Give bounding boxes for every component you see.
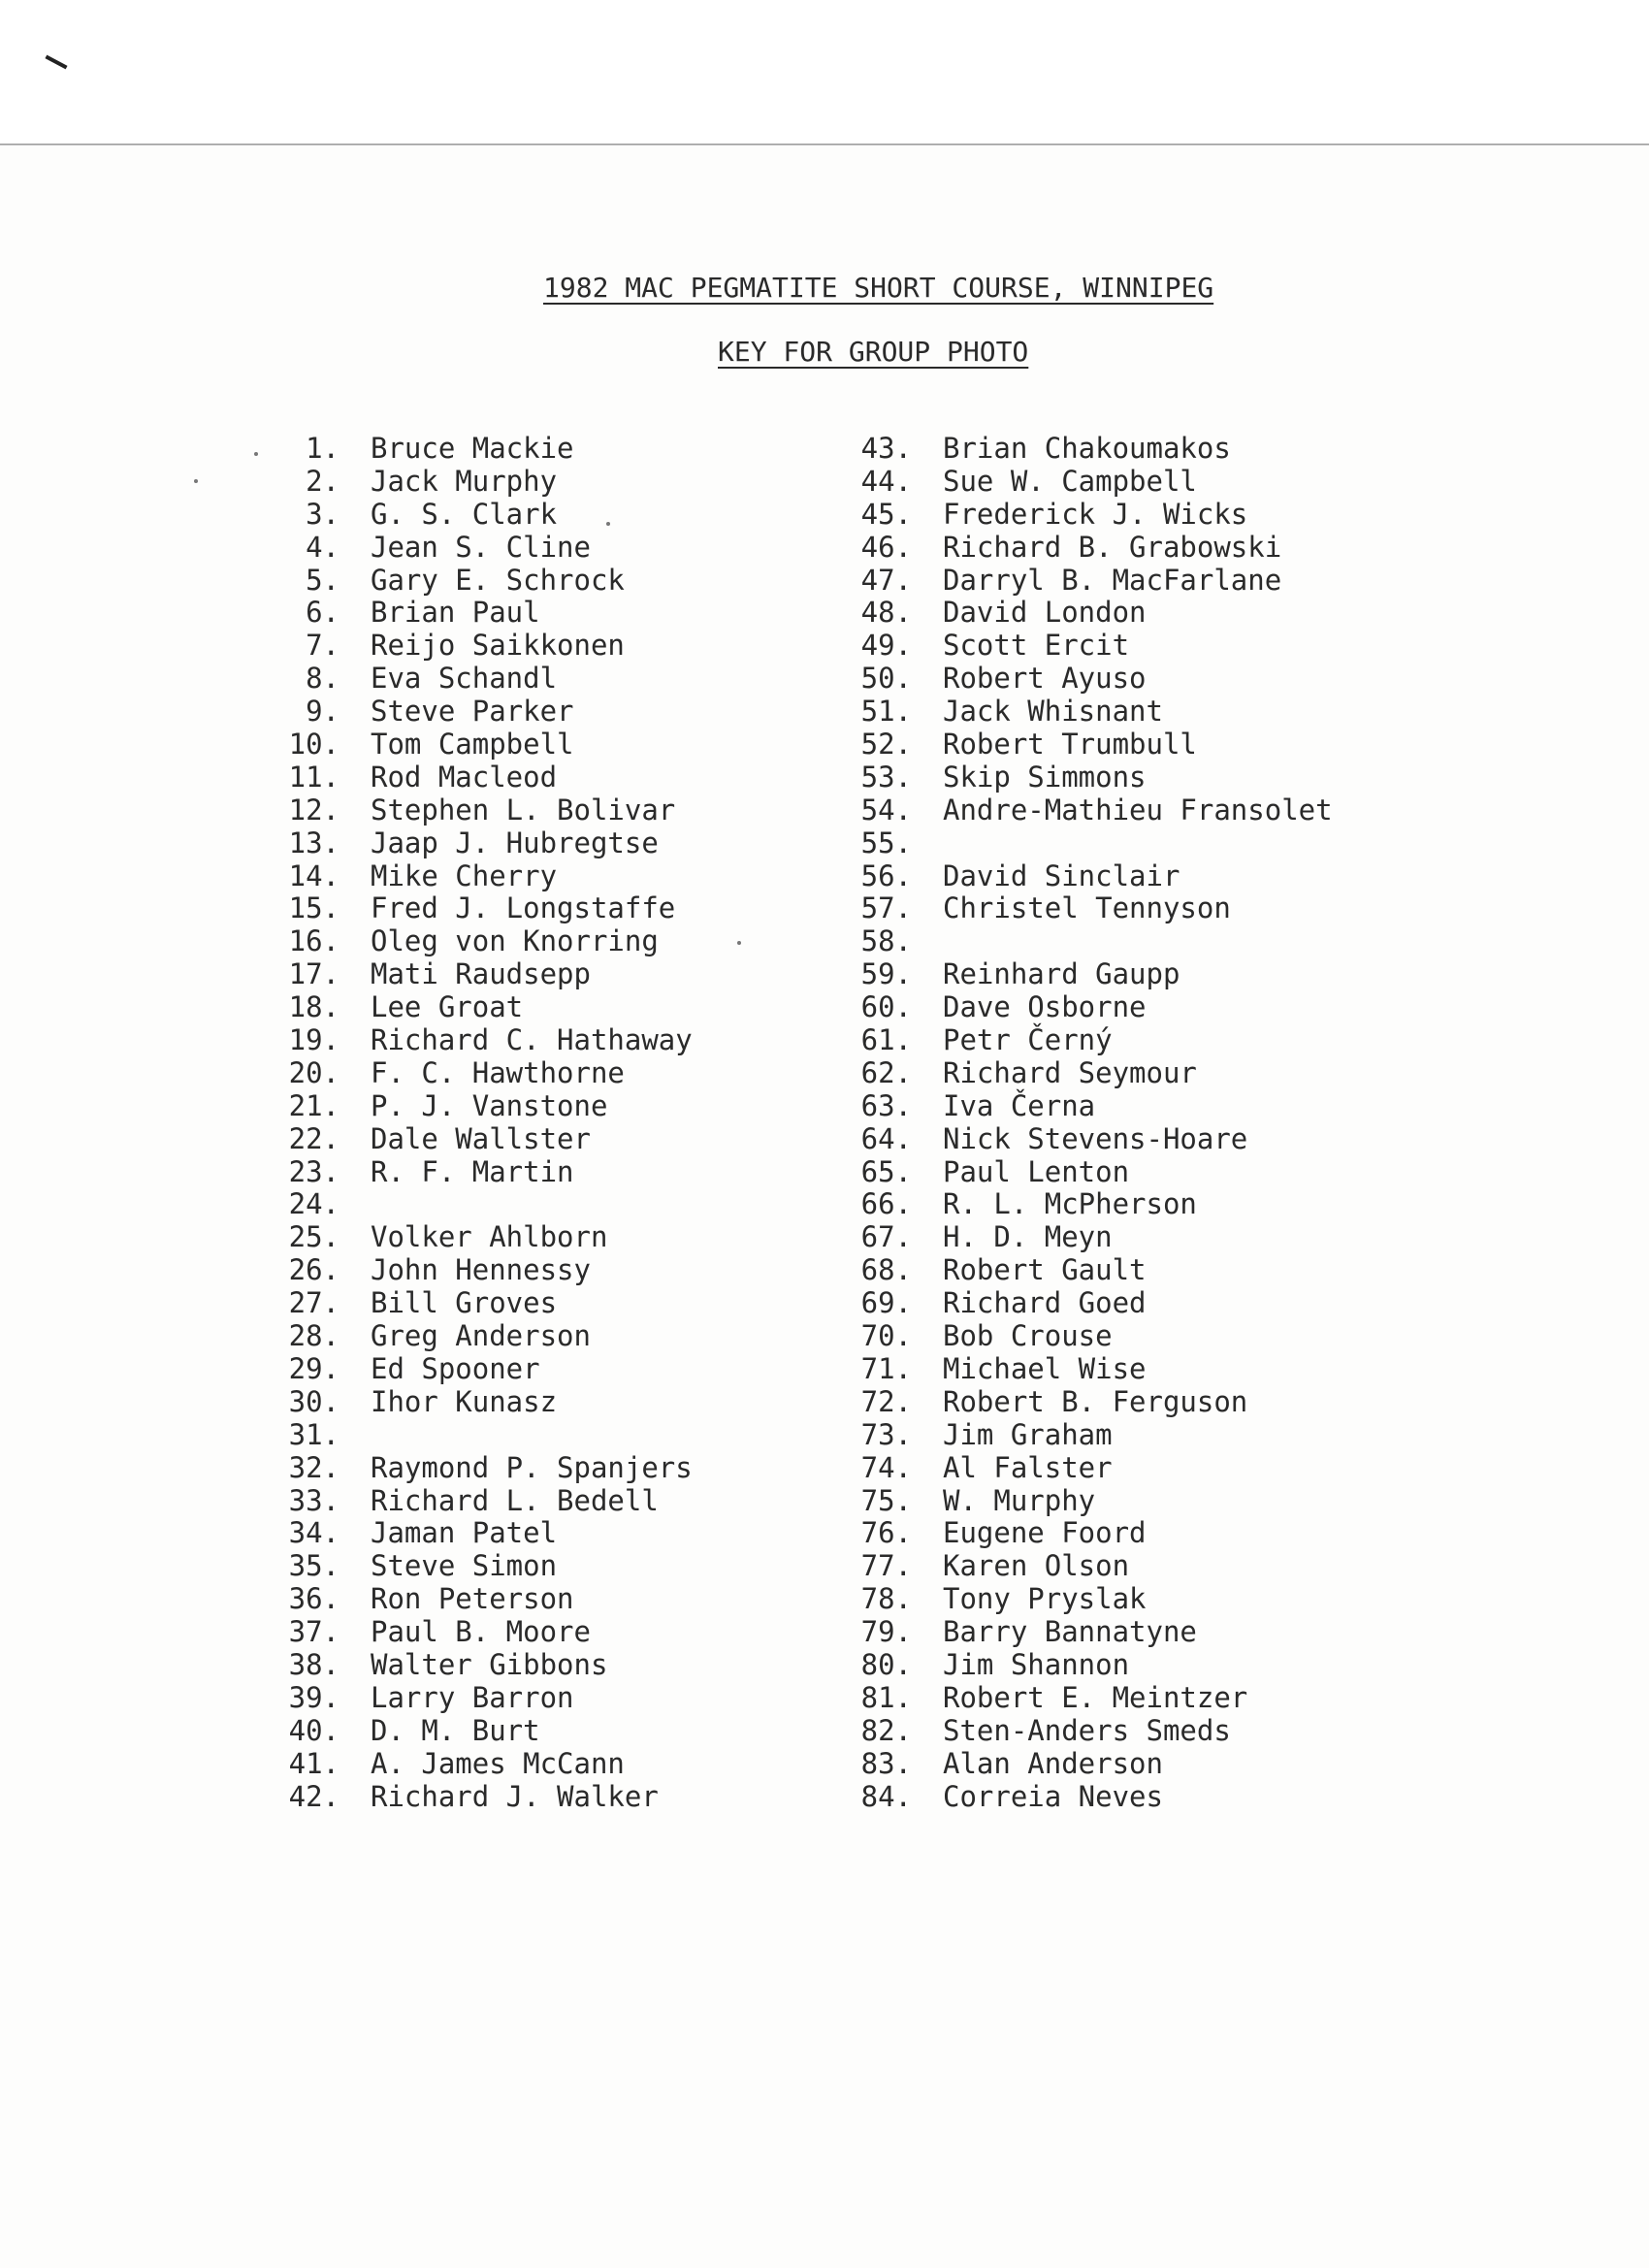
list-item [854,1057,1333,1090]
item-number: 1. [306,432,340,465]
item-number: 63. [860,1088,912,1122]
participant-name: John Hennessy [371,1253,591,1287]
item-number: 64. [860,1121,912,1155]
scan-speck [737,941,741,945]
list-item [281,892,693,925]
list-item [281,1188,693,1221]
participant-name: Gary E. Schrock [371,563,625,597]
list-item [854,532,1333,565]
list-item [854,1320,1333,1353]
participant-name: Richard B. Grabowski [943,530,1282,564]
participant-name: Stephen L. Bolivar [371,793,676,826]
participant-name: Volker Ahlborn [371,1220,608,1254]
item-number: 10. [288,728,340,761]
scan-speck [606,522,610,526]
item-number: 41. [288,1746,340,1780]
list-item [281,499,693,532]
item-number: 25. [288,1220,340,1254]
list-item [854,1682,1333,1715]
item-number: 58. [860,924,912,958]
list-item [854,827,1333,860]
participant-name: Richard Goed [943,1286,1147,1320]
item-number: 49. [860,629,912,663]
participant-list-right [854,433,1333,1813]
participant-name: Robert B. Ferguson [943,1384,1248,1418]
list-item [281,1221,693,1254]
list-item [281,991,693,1024]
participant-name: Bill Groves [371,1286,558,1320]
item-number: 11. [288,760,340,794]
list-item [281,1781,693,1814]
participant-name: Eva Schandl [371,662,558,696]
list-item [854,1221,1333,1254]
item-number: 53. [860,760,912,794]
item-number: 67. [860,1220,912,1254]
list-item [281,860,693,893]
list-item [854,696,1333,729]
list-item [281,1748,693,1781]
list-item [854,892,1333,925]
participant-name: W. Murphy [943,1483,1096,1517]
list-item [281,663,693,696]
participant-name: Alan Anderson [943,1746,1163,1780]
list-item [854,1090,1333,1123]
list-item [281,1649,693,1682]
item-number: 29. [288,1351,340,1385]
item-number: 35. [288,1549,340,1583]
item-number: 3. [306,497,340,531]
list-item [854,1188,1333,1221]
participant-name: Andre-Mathieu Fransolet [943,793,1333,826]
list-item [281,466,693,499]
item-number: 83. [860,1746,912,1780]
participant-name: Bruce Mackie [371,432,574,465]
participant-name: Jaman Patel [371,1516,558,1550]
participant-name: Lee Groat [371,990,524,1024]
participant-name: Ron Peterson [371,1582,574,1616]
participant-name: Karen Olson [943,1549,1130,1583]
participant-name: Steve Simon [371,1549,558,1583]
item-number: 68. [860,1253,912,1287]
list-item [854,1419,1333,1452]
participant-name: Richard J. Walker [371,1779,659,1813]
participant-name: Dale Wallster [371,1121,591,1155]
item-number: 52. [860,728,912,761]
participant-name: G. S. Clark [371,497,558,531]
list-item [854,761,1333,794]
list-item [854,729,1333,761]
participant-name: Fred J. Longstaffe [371,891,676,925]
participant-name: Jack Murphy [371,464,558,498]
item-number: 45. [860,497,912,531]
item-number: 5. [306,563,340,597]
item-number: 44. [860,464,912,498]
item-number: 72. [860,1384,912,1418]
participant-name: Paul B. Moore [371,1615,591,1649]
item-number: 20. [288,1055,340,1089]
item-number: 38. [288,1647,340,1681]
list-item [281,794,693,827]
list-item [281,1419,693,1452]
list-item [854,1123,1333,1156]
list-item [854,1583,1333,1616]
participant-name: Jim Shannon [943,1647,1130,1681]
list-item [281,597,693,630]
list-item [854,1550,1333,1583]
item-number: 78. [860,1582,912,1616]
participant-name: Mike Cherry [371,859,558,892]
list-item [854,663,1333,696]
item-number: 62. [860,1055,912,1089]
list-item [854,1517,1333,1550]
document-page [0,146,1649,2268]
item-number: 8. [306,662,340,696]
item-number: 24. [288,1187,340,1221]
list-item [281,958,693,991]
list-item [281,1517,693,1550]
item-number: 31. [288,1417,340,1451]
participant-name: R. L. McPherson [943,1187,1197,1221]
list-item [854,597,1333,630]
list-item [281,1024,693,1057]
participant-name: David Sinclair [943,859,1180,892]
participant-name: Nick Stevens-Hoare [943,1121,1248,1155]
list-item [854,433,1333,466]
list-item [281,1320,693,1353]
item-number: 4. [306,530,340,564]
participant-name: Dave Osborne [943,990,1147,1024]
item-number: 37. [288,1615,340,1649]
participant-name: R. F. Martin [371,1154,574,1188]
list-item [281,1287,693,1320]
item-number: 51. [860,695,912,729]
list-item [281,1583,693,1616]
list-item [281,827,693,860]
list-item [854,1386,1333,1419]
item-number: 26. [288,1253,340,1287]
document-subtitle: KEY FOR GROUP PHOTO [718,336,1029,368]
item-number: 16. [288,924,340,958]
item-number: 48. [860,596,912,630]
list-item [281,1156,693,1189]
participant-name: Sten-Anders Smeds [943,1713,1231,1747]
list-item [854,630,1333,663]
item-number: 17. [288,957,340,991]
participant-name: Reijo Saikkonen [371,629,625,663]
list-item [281,1715,693,1748]
list-item [854,794,1333,827]
participant-name: Richard L. Bedell [371,1483,659,1517]
item-number: 71. [860,1351,912,1385]
participant-name: Ihor Kunasz [371,1384,558,1418]
list-item [281,925,693,958]
participant-name: Iva Černa [943,1088,1096,1122]
participant-name: Bob Crouse [943,1319,1113,1353]
item-number: 59. [860,957,912,991]
item-number: 84. [860,1779,912,1813]
item-number: 46. [860,530,912,564]
participant-name: Rod Macleod [371,760,558,794]
list-item [854,1287,1333,1320]
item-number: 7. [306,629,340,663]
list-item [281,1550,693,1583]
participant-name: Jean S. Cline [371,530,591,564]
participant-name: Christel Tennyson [943,891,1231,925]
list-item [281,729,693,761]
participant-name: Oleg von Knorring [371,924,659,958]
participant-name: Richard Seymour [943,1055,1197,1089]
participant-name: Mati Raudsepp [371,957,591,991]
list-item [281,1090,693,1123]
item-number: 32. [288,1450,340,1484]
item-number: 56. [860,859,912,892]
item-number: 15. [288,891,340,925]
item-number: 74. [860,1450,912,1484]
scan-background [0,0,1649,144]
item-number: 42. [288,1779,340,1813]
participant-name: Scott Ercit [943,629,1130,663]
item-number: 18. [288,990,340,1024]
item-number: 27. [288,1286,340,1320]
item-number: 21. [288,1088,340,1122]
item-number: 40. [288,1713,340,1747]
item-number: 43. [860,432,912,465]
scan-speck [194,479,198,483]
item-number: 55. [860,826,912,859]
participant-name: Robert Trumbull [943,728,1197,761]
item-number: 76. [860,1516,912,1550]
list-item [281,1254,693,1287]
item-number: 82. [860,1713,912,1747]
item-number: 12. [288,793,340,826]
item-number: 70. [860,1319,912,1353]
list-item [854,991,1333,1024]
list-item [281,696,693,729]
participant-name: Tony Pryslak [943,1582,1147,1616]
list-item [281,1682,693,1715]
participant-name: Petr Černý [943,1023,1113,1057]
list-item [854,1156,1333,1189]
list-item [854,1452,1333,1485]
participant-name: Tom Campbell [371,728,574,761]
participant-name: F. C. Hawthorne [371,1055,625,1089]
list-item [281,1616,693,1649]
participant-name: Jim Graham [943,1417,1113,1451]
participant-name: Raymond P. Spanjers [371,1450,693,1484]
list-item [854,1748,1333,1781]
participant-name: Michael Wise [943,1351,1147,1385]
participant-name: Brian Chakoumakos [943,432,1231,465]
participant-name: Greg Anderson [371,1319,591,1353]
list-item [281,532,693,565]
item-number: 28. [288,1319,340,1353]
participant-name: Steve Parker [371,695,574,729]
list-item [854,1616,1333,1649]
item-number: 66. [860,1187,912,1221]
participant-name: Robert Gault [943,1253,1147,1287]
participant-name: Skip Simmons [943,760,1147,794]
list-item [281,1123,693,1156]
item-number: 77. [860,1549,912,1583]
list-item [854,1353,1333,1386]
participant-name: P. J. Vanstone [371,1088,608,1122]
list-item [854,1649,1333,1682]
list-item [854,958,1333,991]
participant-name: Sue W. Campbell [943,464,1197,498]
participant-name: David London [943,596,1147,630]
item-number: 80. [860,1647,912,1681]
list-item [854,1715,1333,1748]
item-number: 2. [306,464,340,498]
participant-name: Al Falster [943,1450,1113,1484]
participant-name: Richard C. Hathaway [371,1023,693,1057]
item-number: 39. [288,1680,340,1714]
list-item [854,1781,1333,1814]
participant-name: A. James McCann [371,1746,625,1780]
list-item [854,1485,1333,1518]
list-item [854,499,1333,532]
item-number: 73. [860,1417,912,1451]
participant-name: Walter Gibbons [371,1647,608,1681]
list-item [854,1254,1333,1287]
list-item [281,433,693,466]
list-item [281,1057,693,1090]
item-number: 47. [860,563,912,597]
item-number: 6. [306,596,340,630]
list-item [854,1024,1333,1057]
list-item [281,630,693,663]
document-title: 1982 MAC PEGMATITE SHORT COURSE, WINNIPEG [543,272,1214,304]
item-number: 57. [860,891,912,925]
list-item [854,565,1333,598]
item-number: 69. [860,1286,912,1320]
item-number: 50. [860,662,912,696]
participant-name: Correia Neves [943,1779,1163,1813]
item-number: 60. [860,990,912,1024]
list-item [854,860,1333,893]
item-number: 65. [860,1154,912,1188]
list-item [281,565,693,598]
participant-name: D. M. Burt [371,1713,540,1747]
item-number: 9. [306,695,340,729]
participant-name: Brian Paul [371,596,540,630]
participant-name: Barry Bannatyne [943,1615,1197,1649]
participant-name: Robert E. Meintzer [943,1680,1248,1714]
list-item [281,1485,693,1518]
scan-speck [254,452,258,456]
item-number: 54. [860,793,912,826]
item-number: 34. [288,1516,340,1550]
item-number: 14. [288,859,340,892]
item-number: 30. [288,1384,340,1418]
item-number: 19. [288,1023,340,1057]
list-item [854,925,1333,958]
list-item [854,466,1333,499]
participant-name: Ed Spooner [371,1351,540,1385]
list-item [281,1452,693,1485]
item-number: 36. [288,1582,340,1616]
item-number: 61. [860,1023,912,1057]
item-number: 23. [288,1154,340,1188]
participant-list-left [281,433,693,1813]
list-item [281,761,693,794]
participant-name: H. D. Meyn [943,1220,1113,1254]
list-item [281,1353,693,1386]
participant-name: Paul Lenton [943,1154,1130,1188]
item-number: 81. [860,1680,912,1714]
participant-name: Darryl B. MacFarlane [943,563,1282,597]
list-item [281,1386,693,1419]
participant-name: Jack Whisnant [943,695,1163,729]
participant-name: Eugene Foord [943,1516,1147,1550]
item-number: 33. [288,1483,340,1517]
item-number: 13. [288,826,340,859]
item-number: 22. [288,1121,340,1155]
participant-name: Jaap J. Hubregtse [371,826,659,859]
participant-name: Frederick J. Wicks [943,497,1248,531]
item-number: 75. [860,1483,912,1517]
participant-name: Robert Ayuso [943,662,1147,696]
participant-name: Larry Barron [371,1680,574,1714]
participant-name: Reinhard Gaupp [943,957,1180,991]
item-number: 79. [860,1615,912,1649]
